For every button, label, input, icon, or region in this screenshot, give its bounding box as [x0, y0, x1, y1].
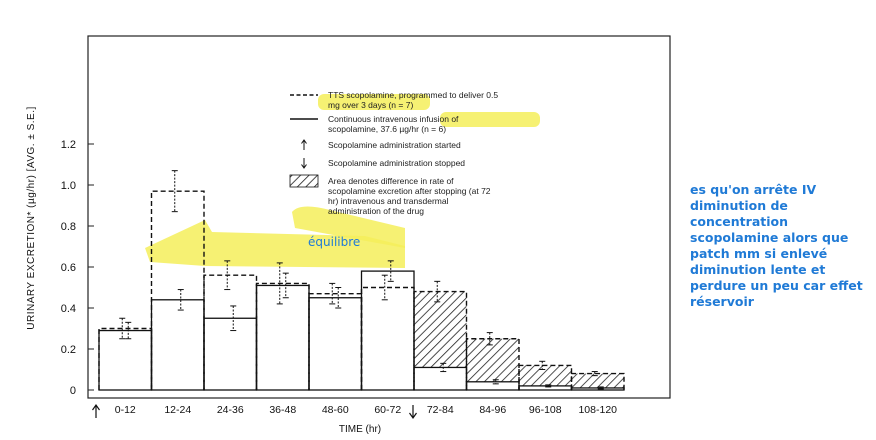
iv-bar-84-96	[467, 382, 520, 390]
y-tick-label: 0.6	[60, 262, 76, 274]
hatch-area-96-108	[519, 365, 572, 386]
legend-entry-text	[328, 176, 491, 216]
equilibre-annotation: équilibre	[308, 235, 361, 249]
y-axis-ticks	[61, 139, 94, 397]
legend-entry-text	[328, 140, 461, 150]
side-note-line: diminution de	[690, 198, 788, 213]
legend-entry-line: Area denotes difference in rate of	[328, 176, 454, 186]
side-note-line: scopolamine alors que	[690, 230, 849, 245]
x-tick-label: 96-108	[528, 404, 562, 416]
legend-up-arrow-icon	[302, 140, 307, 150]
legend-entry-text	[328, 114, 459, 134]
side-note-line: es qu'on arrête IV	[690, 182, 817, 197]
legend-entry-line: Scopolamine administration started	[328, 140, 461, 150]
iv-bar-0-12	[99, 331, 152, 390]
side-note	[690, 182, 870, 310]
x-tick-label: 12-24	[164, 404, 192, 416]
hatch-area-72-84	[414, 292, 467, 368]
tts-bar-12-24	[152, 191, 205, 390]
x-tick-label: 84-96	[479, 404, 507, 416]
x-tick-label: 36-48	[269, 404, 297, 416]
iv-bar-48-60	[309, 298, 362, 390]
legend-entry-line: administration of the drug	[328, 206, 424, 216]
side-note-line: diminution lente et	[690, 262, 826, 277]
legend-entry-line: scopolamine excretion after stopping (at 72	[328, 186, 491, 196]
x-axis-ticks	[115, 404, 617, 416]
tts-bar-36-48	[257, 283, 310, 390]
x-tick-label: 72-84	[426, 404, 454, 416]
tts-bar-60-72	[362, 288, 415, 391]
legend-down-arrow-icon	[302, 158, 307, 168]
x-tick-label: 108-120	[578, 404, 618, 416]
admin-arrows	[93, 405, 417, 418]
y-tick-label: 0.8	[60, 221, 76, 233]
y-tick-label: 0.4	[60, 303, 76, 315]
y-tick-label: 0.2	[60, 344, 76, 356]
x-tick-label: 60-72	[374, 404, 402, 416]
iv-bar-60-72	[362, 271, 415, 390]
iv-bar-72-84	[414, 367, 467, 390]
legend-entry-line: Continuous intravenous infusion of	[328, 114, 459, 124]
y-axis-label: URINARY EXCRETION* (µg/hr) [AVG. ± S.E.]	[26, 106, 37, 330]
y-tick-label: 1.0	[60, 180, 76, 192]
side-note-line: perdure un peu car effet	[690, 278, 863, 293]
iv-bar-12-24	[152, 300, 205, 390]
legend-entry-line: scopolamine, 37.6 µg/hr (n = 6)	[328, 124, 447, 134]
side-note-line: concentration	[690, 214, 789, 229]
legend-entry-line: Scopolamine administration stopped	[328, 158, 466, 168]
iv-bar-36-48	[257, 285, 310, 390]
legend-entry-line: mg over 3 days (n = 7)	[328, 100, 414, 110]
y-tick-label: 1.2	[60, 139, 76, 151]
legend-entry-text	[328, 90, 498, 110]
x-axis-label: TIME (hr)	[338, 424, 382, 435]
side-note-line: patch mm si enlevé	[690, 246, 828, 261]
start-arrow-icon	[93, 405, 100, 418]
legend-hatch-swatch	[290, 175, 318, 187]
side-note-line: réservoir	[690, 294, 754, 309]
tts-bar-0-12	[99, 329, 152, 391]
legend-entry-line: TTS scopolamine, programmed to deliver 0.5	[328, 90, 499, 100]
x-tick-label: 48-60	[321, 404, 349, 416]
x-tick-label: 0-12	[114, 404, 136, 416]
legend-entry-line: hr) intravenous and transdermal	[328, 196, 449, 206]
iv-bar-24-36	[204, 318, 257, 390]
x-tick-label: 24-36	[216, 404, 244, 416]
legend-entry-text	[328, 158, 465, 168]
tts-bar-24-36	[204, 275, 257, 390]
stop-arrow-icon	[410, 405, 417, 418]
y-tick-label: 0	[69, 385, 76, 397]
